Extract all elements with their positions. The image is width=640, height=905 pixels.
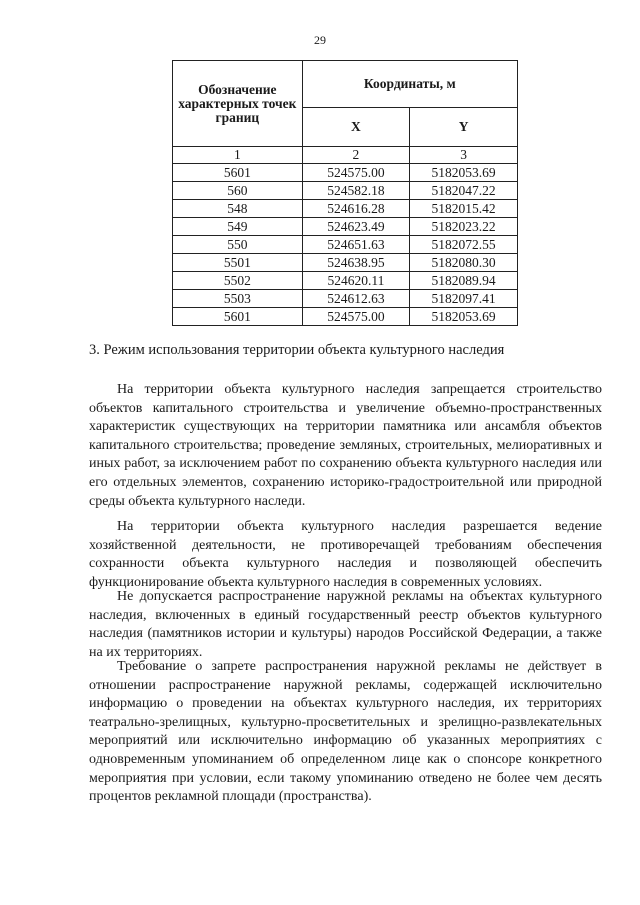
paragraph-advertising-ban [89,588,602,662]
y-cell: 5182053.69 [410,308,518,326]
header-y: Y [410,108,518,147]
point-cell: 5601 [173,308,303,326]
point-cell: 5503 [173,290,303,308]
point-cell: 549 [173,218,303,236]
y-cell: 5182072.55 [410,236,518,254]
point-cell: 560 [173,182,303,200]
paragraph-text: Требование о запрете распространения наружной рекламы не действует в отношении распространение наружной рекламы, содержащей исключительно информацию о проведении на объектах культурного наследия, их территориях театрально-зрелищных, культурно-просветительных и зрелищно-развлекательных мероприятий или исключительно информацию об указанных мероприятиях с одновременным упоминанием об определенном лице как о спонсоре конкретного мероприятия при условии, если такому упоминанию отведено не более чем десять процентов рекламной площади (пространства). [89,659,602,805]
header-x: X [302,108,410,147]
table-row [173,182,518,200]
x-cell: 524575.00 [302,164,410,182]
point-cell: 5601 [173,164,303,182]
x-cell: 524620.11 [302,272,410,290]
y-cell: 5182047.22 [410,182,518,200]
y-cell: 5182015.42 [410,200,518,218]
x-cell: 524651.63 [302,236,410,254]
table-row [173,218,518,236]
table-row [173,254,518,272]
page-number: 29 [314,33,326,47]
x-cell: 524582.18 [302,182,410,200]
table-row [173,236,518,254]
table-row [173,164,518,182]
y-cell: 5182080.30 [410,254,518,272]
table-row [173,290,518,308]
paragraph-advertising-exception [89,658,602,807]
table-row [173,200,518,218]
y-cell: 5182023.22 [410,218,518,236]
header-point-designation: Обозначение характерных точек границ [173,61,303,147]
paragraph-text: Не допускается распространение наружной рекламы на объектах культурного наследия, включенных в единый государственный реестр объектов культурного наследия (памятников истории и культуры) народов Российской Федерации, а также на их территориях. [89,589,602,660]
paragraph-text: На территории объекта культурного наследия разрешается ведение хозяйственной деятельности, не противоречащей требованиям обеспечения сохранности объекта культурного наследия и позволяющей обеспечить функционирование объекта культурного наследия в современных условиях. [89,519,602,590]
table-row [173,272,518,290]
x-cell: 524575.00 [302,308,410,326]
coordinates-table [172,60,518,326]
x-cell: 524638.95 [302,254,410,272]
header-coordinates: Координаты, м [302,61,517,108]
point-cell: 5502 [173,272,303,290]
paragraph-prohibitions [89,381,602,511]
point-cell: 5501 [173,254,303,272]
column-number: 1 [173,147,303,164]
section-title: 3. Режим использования территории объекта культурного наследия [89,342,505,358]
point-cell: 550 [173,236,303,254]
paragraph-text: На территории объекта культурного наследия запрещается строительство объектов капитального строительства и увеличение объемно-пространственных характеристик существующих на территории памятника или ансамбля объектов капитального строительства; проведение земляных, строительных, мелиоративных и иных работ, за исключением работ по сохранению объекта культурного наследия или его отдельных элементов, сохранению историко-градостроительной или природной среды объекта культурного наследи. [89,382,602,509]
x-cell: 524623.49 [302,218,410,236]
table-row [173,308,518,326]
x-cell: 524612.63 [302,290,410,308]
column-number: 3 [410,147,518,164]
column-number: 2 [302,147,410,164]
y-cell: 5182053.69 [410,164,518,182]
paragraph-permissions [89,518,602,592]
y-cell: 5182089.94 [410,272,518,290]
x-cell: 524616.28 [302,200,410,218]
y-cell: 5182097.41 [410,290,518,308]
point-cell: 548 [173,200,303,218]
